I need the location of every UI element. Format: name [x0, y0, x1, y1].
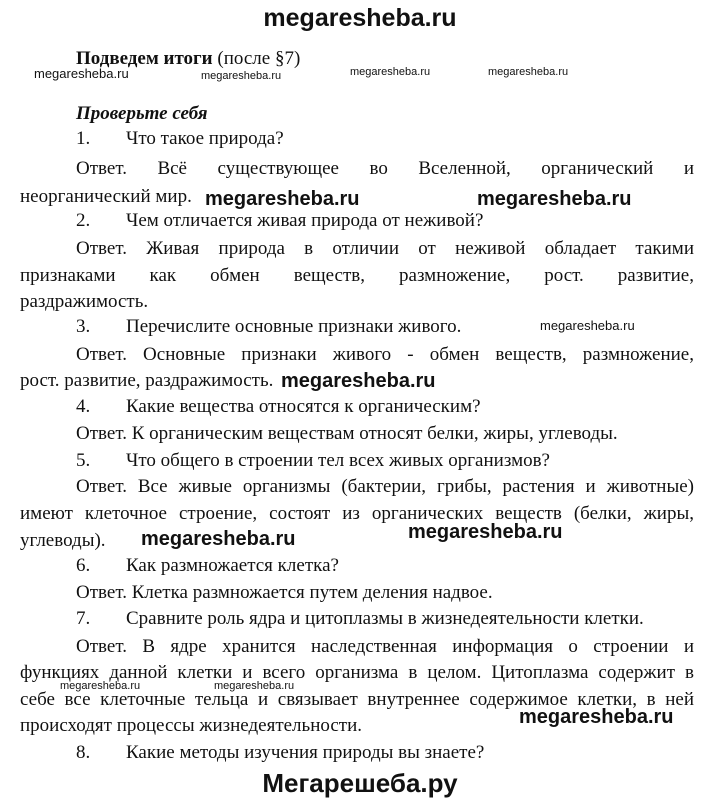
watermark: megaresheba.ru [141, 528, 296, 550]
question-2 [76, 210, 676, 234]
question-3 [76, 316, 676, 340]
question-text: Сравните роль ядра и цитоплазмы в жизнедеятельности клетки. [126, 608, 644, 629]
question-8 [76, 742, 676, 766]
question-number: 7. [76, 608, 91, 629]
question-text: Перечислите основные признаки живого. [126, 316, 462, 337]
question-number: 3. [76, 316, 91, 337]
question-7 [76, 608, 696, 632]
answer-6-line-1: Ответ. Клетка размножается путем деления надвое. [76, 582, 493, 603]
question-text: Какие методы изучения природы вы знаете? [126, 742, 485, 763]
question-text: Что общего в строении тел всех живых организмов? [126, 450, 550, 471]
answer-1-line-1: Ответ. Всё существующее во Вселенной, органический и [76, 158, 694, 179]
question-text: Как размножается клетка? [126, 555, 339, 576]
watermark: megaresheba.ru [34, 66, 129, 81]
answer-4-line-1: Ответ. К органическим веществам относят белки, жиры, углеводы. [76, 423, 618, 444]
watermark: megaresheba.ru [214, 680, 295, 692]
watermark: megaresheba.ru [488, 66, 569, 78]
question-text: Какие вещества относятся к органическим? [126, 396, 481, 417]
watermark: megaresheba.ru [519, 706, 674, 728]
site-header: megaresheba.ru [263, 4, 457, 32]
answer-7-line-3: себе все клеточные тельца и связывает внутреннее содержимое клетки, в ней [20, 689, 694, 710]
answer-2-line-2: признаками как обмен веществ, размножение, рост. развитие, [20, 265, 694, 286]
question-4 [76, 396, 676, 420]
question-text: Что такое природа? [126, 128, 284, 149]
watermark: megaresheba.ru [281, 370, 436, 392]
question-text: Чем отличается живая природа от неживой? [126, 210, 484, 231]
question-number: 8. [76, 742, 91, 763]
answer-5-line-3: углеводы). [20, 530, 106, 551]
answer-7-line-2: функциях данной клетки и всего организма в целом. Цитоплазма содержит в [20, 662, 694, 683]
question-number: 5. [76, 450, 91, 471]
answer-3-line-2: рост. развитие, раздражимость. [20, 370, 274, 391]
question-5 [76, 450, 676, 474]
answer-5-line-1: Ответ. Все живые организмы (бактерии, грибы, растения и животные) [76, 476, 694, 497]
answer-5-line-2: имеют клеточное строение, состоят из органических веществ (белки, жиры, [20, 503, 694, 524]
watermark: megaresheba.ru [350, 66, 431, 78]
watermark: megaresheba.ru [540, 318, 635, 333]
question-6 [76, 555, 676, 579]
answer-2-line-1: Ответ. Живая природа в отличии от неживой обладает такими [76, 238, 694, 259]
answer-1-line-2: неорганический мир. [20, 186, 192, 207]
question-number: 2. [76, 210, 91, 231]
watermark: megaresheba.ru [408, 521, 563, 543]
watermark: megaresheba.ru [201, 70, 282, 82]
answer-7-line-1: Ответ. В ядре хранится наследственная информация о строении и [76, 636, 694, 657]
watermark: megaresheba.ru [205, 188, 360, 210]
section-title-bold: Подведем итоги [76, 48, 213, 69]
check-yourself-heading: Проверьте себя [76, 103, 208, 124]
answer-3-line-1: Ответ. Основные признаки живого - обмен веществ, размножение, [76, 344, 694, 365]
question-number: 1. [76, 128, 91, 149]
answer-2-line-3: раздражимость. [20, 291, 149, 312]
watermark: megaresheba.ru [60, 680, 141, 692]
site-footer: Мегарешеба.ру [262, 768, 458, 798]
answer-7-line-4: происходят процессы жизнедеятельности. [20, 715, 362, 736]
question-1 [76, 128, 676, 152]
watermark: megaresheba.ru [477, 188, 632, 210]
question-number: 4. [76, 396, 91, 417]
question-number: 6. [76, 555, 91, 576]
section-title-rest: (после §7) [212, 48, 301, 69]
